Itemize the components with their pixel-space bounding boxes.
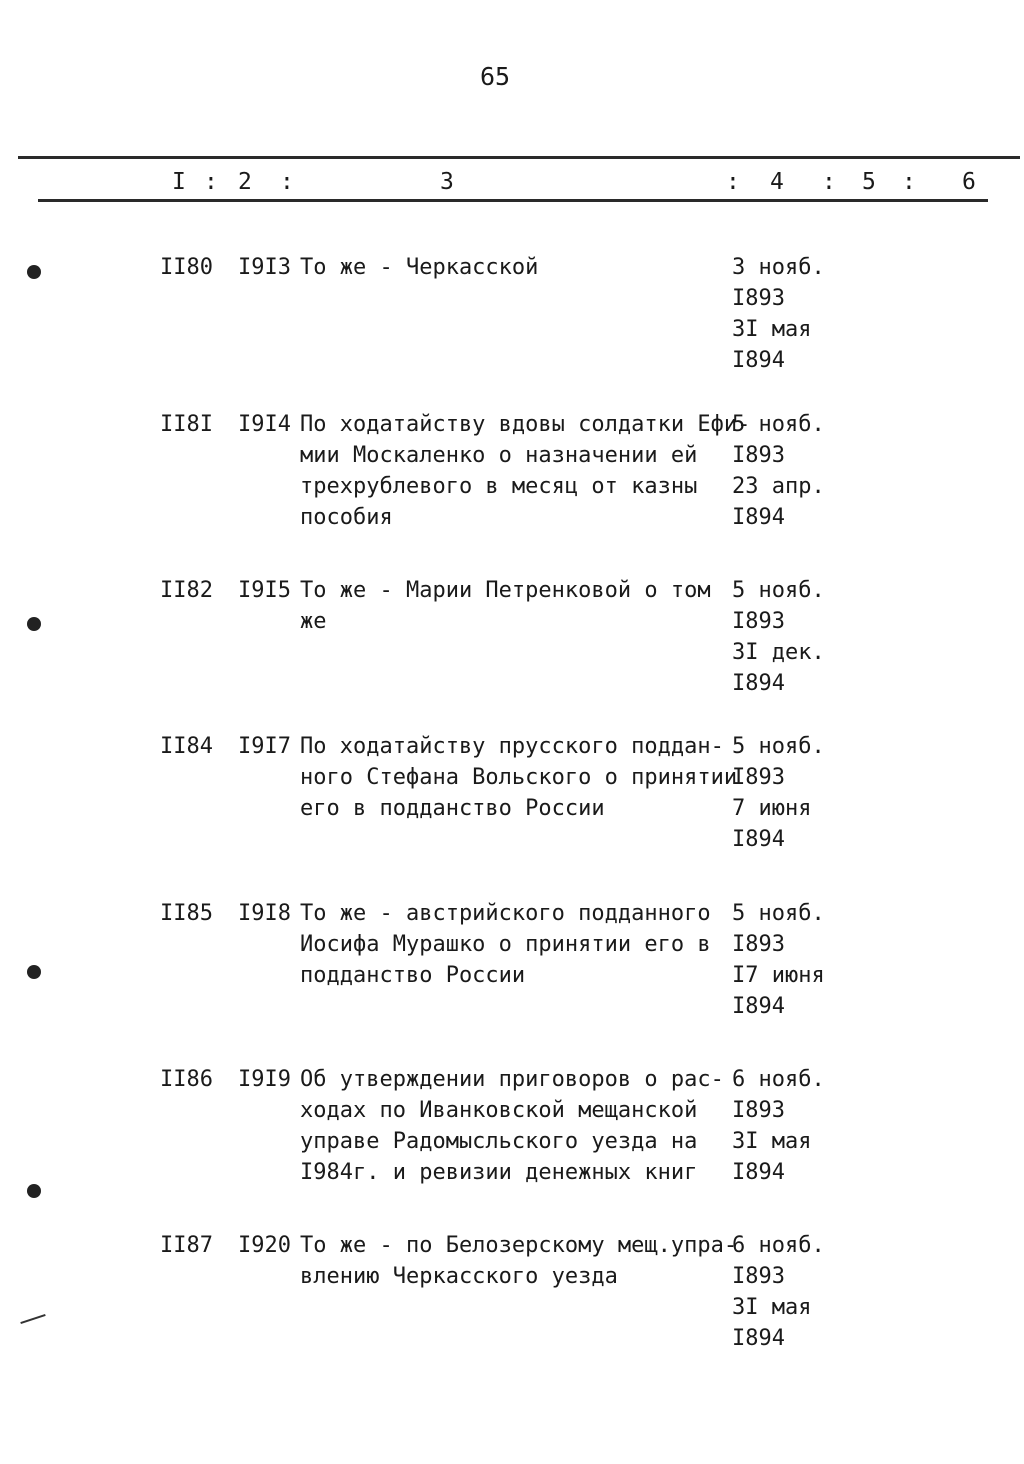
date-line: I7 июня	[732, 963, 825, 988]
date-line: I893	[732, 1264, 785, 1289]
date-line: 5 нояб.	[732, 734, 825, 759]
list-item	[0, 575, 1024, 735]
list-item	[0, 898, 1024, 1058]
entry-number: II80	[160, 255, 213, 280]
column-header-6: 6	[962, 169, 976, 195]
list-item	[0, 731, 1024, 891]
date-line: 5 нояб.	[732, 901, 825, 926]
punch-hole-icon	[27, 965, 41, 979]
date-line: I893	[732, 443, 785, 468]
description-line: ходах по Иванковской мещанской	[300, 1098, 698, 1123]
date-line: 3I мая	[732, 1295, 812, 1320]
entry-dates	[732, 575, 842, 699]
entry-description	[300, 898, 730, 991]
punch-hole-icon	[27, 1184, 41, 1198]
entry-number: II82	[160, 578, 213, 603]
column-header-4: 4	[770, 169, 784, 195]
description-line: ного Стефана Вольского о принятии	[300, 765, 738, 790]
entry-dates	[732, 409, 842, 533]
column-header-3: 3	[440, 169, 454, 195]
date-line: 7 июня	[732, 796, 812, 821]
description-line: трехрублевого в месяц от казны	[300, 474, 698, 499]
date-line: 3I дек.	[732, 640, 825, 665]
date-line: I894	[732, 1160, 785, 1185]
date-line: I894	[732, 994, 785, 1019]
entry-description	[300, 575, 730, 637]
date-line: 3 нояб.	[732, 255, 825, 280]
description-line: То же - по Белозерскому мещ.упра-	[300, 1233, 738, 1258]
date-line: I894	[732, 505, 785, 530]
entry-description	[300, 731, 738, 824]
description-line: пособия	[300, 505, 393, 530]
description-line: мии Москаленко о назначении ей	[300, 443, 698, 468]
column-header-2: 2	[238, 169, 252, 195]
date-line: I893	[732, 1098, 785, 1123]
description-line: же	[300, 609, 327, 634]
date-line: I894	[732, 827, 785, 852]
list-item	[0, 252, 1024, 412]
date-line: I894	[732, 671, 785, 696]
page-number: 65	[479, 62, 511, 91]
description-line: По ходатайству прусского поддан-	[300, 734, 724, 759]
entry-dates	[732, 1064, 842, 1188]
column-header-1: I	[172, 169, 186, 195]
list-item	[0, 1064, 1024, 1224]
column-header-5: 5	[862, 169, 876, 195]
entry-code: I9I5	[238, 578, 291, 603]
date-line: I894	[732, 348, 785, 373]
column-separator: :	[902, 169, 916, 195]
column-separator: :	[280, 169, 294, 195]
entry-description	[300, 1230, 738, 1292]
entry-description	[300, 1064, 730, 1188]
list-item	[0, 409, 1024, 569]
entry-dates	[732, 898, 842, 1022]
entry-code: I9I7	[238, 734, 291, 759]
list-item	[0, 1230, 1024, 1390]
punch-hole-icon	[27, 617, 41, 631]
entry-code: I920	[238, 1233, 291, 1258]
entry-number: II85	[160, 901, 213, 926]
column-separator: :	[822, 169, 836, 195]
date-line: 3I мая	[732, 317, 812, 342]
description-line: То же - Марии Петренковой о том	[300, 578, 711, 603]
entry-dates	[732, 731, 842, 855]
date-line: I893	[732, 286, 785, 311]
entry-number: II87	[160, 1233, 213, 1258]
date-line: 5 нояб.	[732, 578, 825, 603]
description-line: По ходатайству вдовы солдатки Ефи-	[300, 412, 751, 437]
date-line: 5 нояб.	[732, 412, 825, 437]
entry-description	[300, 252, 730, 283]
date-line: 3I мая	[732, 1129, 812, 1154]
date-line: I893	[732, 932, 785, 957]
header-bottom-rule	[38, 199, 988, 202]
date-line: 23 апр.	[732, 474, 825, 499]
entry-number: II86	[160, 1067, 213, 1092]
entry-number: II8I	[160, 412, 213, 437]
entry-code: I9I3	[238, 255, 291, 280]
date-line: I893	[732, 609, 785, 634]
date-line: 6 нояб.	[732, 1233, 825, 1258]
punch-hole-icon	[27, 265, 41, 279]
description-line: То же - австрийского подданного	[300, 901, 711, 926]
column-separator: :	[204, 169, 218, 195]
date-line: 6 нояб.	[732, 1067, 825, 1092]
description-line: I984г. и ревизии денежных книг	[300, 1160, 698, 1185]
header-top-rule	[18, 156, 1020, 159]
description-line: управе Радомысльского уезда на	[300, 1129, 698, 1154]
entry-code: I9I9	[238, 1067, 291, 1092]
description-line: Иосифа Мурашко о принятии его в	[300, 932, 711, 957]
date-line: I893	[732, 765, 785, 790]
entry-code: I9I4	[238, 412, 291, 437]
entry-description	[300, 409, 751, 533]
description-line: То же - Черкасской	[300, 255, 539, 280]
description-line: подданство России	[300, 963, 526, 988]
column-separator: :	[726, 169, 740, 195]
description-line: Об утверждении приговоров о рас-	[300, 1067, 724, 1092]
entry-dates	[732, 1230, 842, 1354]
entry-dates	[732, 252, 842, 376]
entry-code: I9I8	[238, 901, 291, 926]
description-line: влению Черкасского уезда	[300, 1264, 618, 1289]
date-line: I894	[732, 1326, 785, 1351]
description-line: его в подданство России	[300, 796, 605, 821]
entry-number: II84	[160, 734, 213, 759]
